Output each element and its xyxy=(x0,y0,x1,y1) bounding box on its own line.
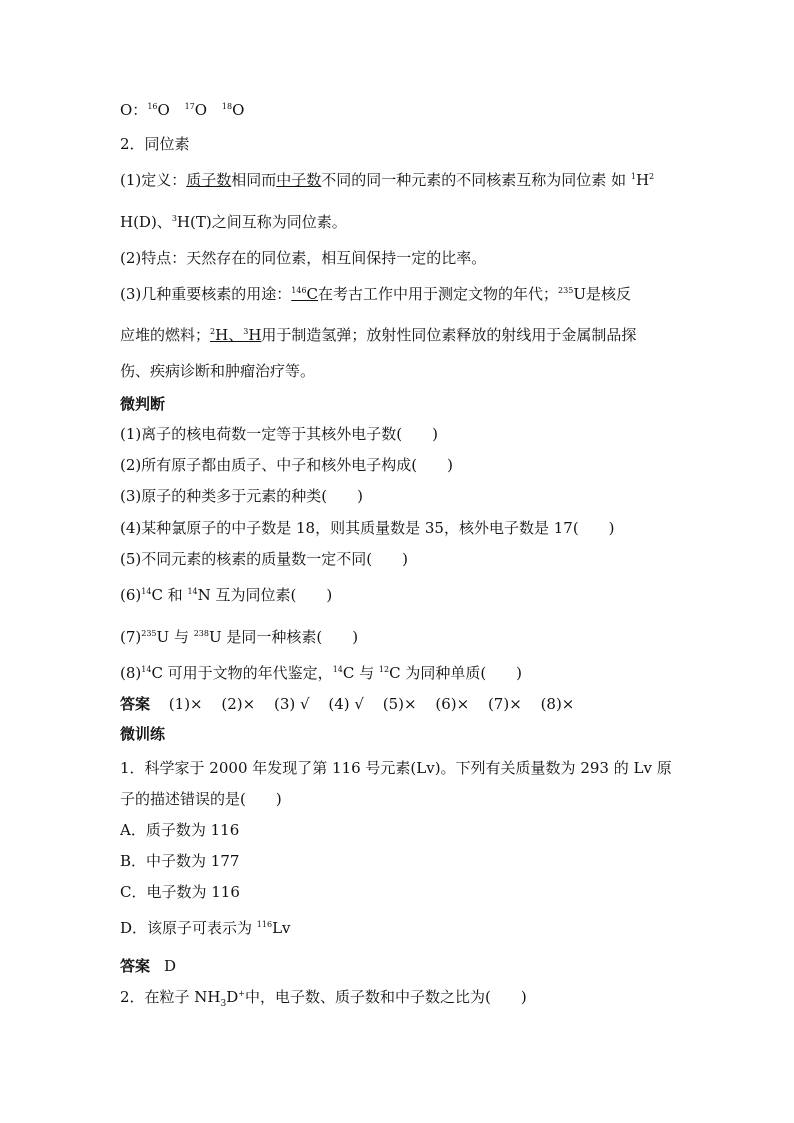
judge-item-4: (4)某种氯原子的中子数是 18，则其质量数是 35，核外电子数是 17( ) xyxy=(120,519,615,537)
uses-line-2: 应堆的燃料；$^2$H、$^3$H用于制造氢弹；放射性同位素释放的射线用于金属制品探 xyxy=(120,326,637,344)
uses-line-1: (3)几种重要核素的用途：$^{146}$C在考古工作中用于测定文物的年代；$^{235}$U是核反 xyxy=(120,285,631,303)
answer-label: 答案 xyxy=(120,695,151,713)
answer-item: (2)× xyxy=(221,695,256,713)
feature-line: (2)特点：天然存在的同位素，相互间保持一定的比率。 xyxy=(120,249,487,267)
question-2: 2．在粒子 $NH_3D^+$中，电子数、质子数和中子数之比为( ) xyxy=(120,988,527,1009)
training-title: 微训练 xyxy=(120,725,166,743)
oxygen-label: O： xyxy=(120,101,148,119)
hydrogen-isotopes: $^2$H、$^3$H xyxy=(210,326,262,344)
answer-item: (5)× xyxy=(382,695,417,713)
judge-item-3: (3)原子的种类多于元素的种类( ) xyxy=(120,487,363,505)
question-1-option-d: D．该原子可表示为 $^{116}$Lv xyxy=(120,919,291,937)
answer-value: D xyxy=(164,957,177,975)
definition-line-1: (1)定义：质子数相同而中子数不同的同一种元素的不同核素互称为同位素 如 $^1H^2$ xyxy=(120,171,655,189)
answer-item: (1)× xyxy=(168,695,203,713)
underlined-neutron-number: 中子数 xyxy=(276,171,322,189)
answer-label: 答案 xyxy=(120,957,151,975)
definition-line-2: H(D)、$^3$H(T)之间互称为同位素。 xyxy=(120,213,347,231)
answer-item: (7)× xyxy=(487,695,522,713)
question-1-option-c: C．电子数为 116 xyxy=(120,883,240,901)
question-1-line-2: 子的描述错误的是( ) xyxy=(120,790,282,808)
judge-item-6: $(6)^{14}C$ 和 $^{14}$N 互为同位素( ) xyxy=(120,586,333,604)
judge-item-8: $(8)^{14}C$ 可用于文物的年代鉴定，$^{14}$C 与 $^{12}$C 为同种单质( ) xyxy=(120,664,523,682)
answer-line-question-1 xyxy=(120,956,176,976)
uses-line-3: 伤、疾病诊断和肿瘤治疗等。 xyxy=(120,362,316,380)
judge-item-7: $(7)^{235}U$ 与 $^{238}$U 是同一种核素( ) xyxy=(120,628,359,646)
underlined-proton-number: 质子数 xyxy=(186,171,232,189)
answer-line-judge xyxy=(120,694,574,714)
oxygen-isotopes-line: O：$^{16}$O $^{17}$O $^{18}$O xyxy=(120,101,245,119)
section-title-isotopes: 2．同位素 xyxy=(120,135,190,153)
question-1-option-b: B．中子数为 177 xyxy=(120,852,240,870)
question-1-line-1: 1．科学家于 2000 年发现了第 116 号元素(Lv)。下列有关质量数为 293 的 Lv 原 xyxy=(120,759,672,777)
answer-item: (6)× xyxy=(435,695,470,713)
answer-item: (8)× xyxy=(540,695,575,713)
judge-item-2: (2)所有原子都由质子、中子和核外电子构成( ) xyxy=(120,456,453,474)
judge-title: 微判断 xyxy=(120,395,166,413)
judge-item-5: (5)不同元素的核素的质量数一定不同( ) xyxy=(120,550,408,568)
question-1-option-a: A．质子数为 116 xyxy=(120,821,240,839)
carbon-14-nuclide: $^{146}$C xyxy=(291,285,319,303)
judge-item-1: (1)离子的核电荷数一定等于其核外电子数( ) xyxy=(120,425,438,443)
answer-item: (3) √ xyxy=(274,695,310,713)
answer-item: (4) √ xyxy=(328,695,364,713)
